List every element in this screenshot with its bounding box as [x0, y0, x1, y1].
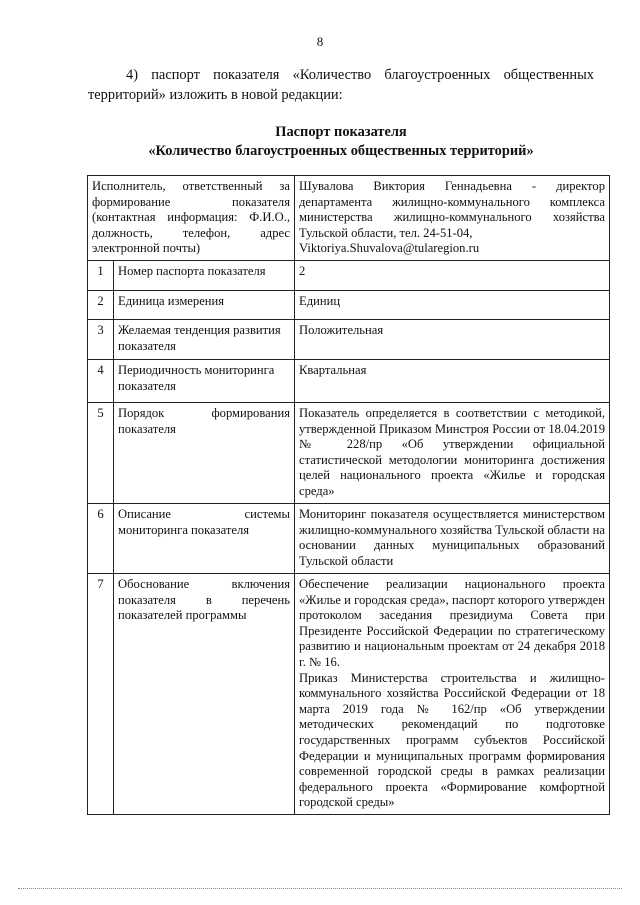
row-number: 7	[88, 573, 114, 814]
row-value: 2	[295, 260, 610, 290]
executor-label: Исполнитель, ответственный за формирование показателя (контактная информация: Ф.И.О., должность, телефон, адрес электронной почты)	[88, 176, 295, 261]
row-value-paragraph-1: Обеспечение реализации национального проекта «Жилье и городская среда», паспорт которого утвержден протоколом заседания президиума Совета при Президенте Российской Федерации по стратегическому развитию и национальным проектам от 24 декабря 2018 г. № 16.	[299, 576, 605, 669]
row-value: Квартальная	[295, 359, 610, 402]
executor-value	[295, 176, 610, 261]
row-number: 5	[88, 402, 114, 503]
row-value: Показатель определяется в соответствии с методикой, утвержденной Приказом Минстроя России от 18.04.2019 № 228/пр «Об утверждении официальной статистической методологии мониторинга достижения целей национального проекта «Жилье и городская среда»	[295, 402, 610, 503]
row-label: Периодичность мониторинга показателя	[114, 359, 295, 402]
passport-table	[87, 175, 610, 815]
row-label: Описание системы мониторинга показателя	[114, 503, 295, 573]
row-label: Номер паспорта показателя	[114, 260, 295, 290]
row-value: Единиц	[295, 290, 610, 319]
passport-heading	[88, 123, 594, 161]
executor-email: Viktoriya.Shuvalova@tularegion.ru	[299, 241, 480, 256]
row-label: Порядок формирования показателя	[114, 402, 295, 503]
row-number: 4	[88, 359, 114, 402]
table-row	[88, 503, 610, 573]
table-row	[88, 359, 610, 402]
row-label: Желаемая тенденция развития показателя	[114, 319, 295, 359]
table-row	[88, 402, 610, 503]
row-number: 2	[88, 290, 114, 319]
table-row	[88, 260, 610, 290]
row-number: 6	[88, 503, 114, 573]
table-row	[88, 290, 610, 319]
table-row	[88, 319, 610, 359]
page-number: 8	[316, 34, 324, 49]
row-value: Мониторинг показателя осуществляется министерством жилищно-коммунального хозяйства Тульской области на основании данных муниципальных образований Тульской области	[295, 503, 610, 573]
scan-footer-line	[18, 888, 622, 889]
row-value: Положительная	[295, 319, 610, 359]
row-value	[295, 573, 610, 814]
passport-heading-line-1: Паспорт показателя	[275, 124, 407, 140]
executor-contact: Шувалова Виктория Геннадьевна - директор департамента жилищно-коммунального комплекса министерства жилищно-коммунального хозяйства Тульской области, тел. 24-51-04,	[299, 179, 605, 240]
row-number: 3	[88, 319, 114, 359]
passport-heading-line-2: «Количество благоустроенных общественных территорий»	[148, 143, 534, 159]
table-row-executor	[88, 176, 610, 261]
row-label: Обоснование включения показателя в перечень показателей программы	[114, 573, 295, 814]
row-label: Единица измерения	[114, 290, 295, 319]
intro-paragraph: 4) паспорт показателя «Количество благоустроенных общественных территорий» изложить в новой редакции:	[88, 67, 594, 103]
table-row	[88, 573, 610, 814]
row-number: 1	[88, 260, 114, 290]
row-value-paragraph-2: Приказ Министерства строительства и жилищно-коммунального хозяйства Российской Федерации от 18 марта 2019 года № 162/пр «Об утверждении методических рекомендаций по подготовке государственных программ субъектов Российской Федерации и муниципальных программ формирования современной городской среды в рамках реализации федерального проекта «Формирование комфортной городской среды»	[299, 670, 605, 810]
